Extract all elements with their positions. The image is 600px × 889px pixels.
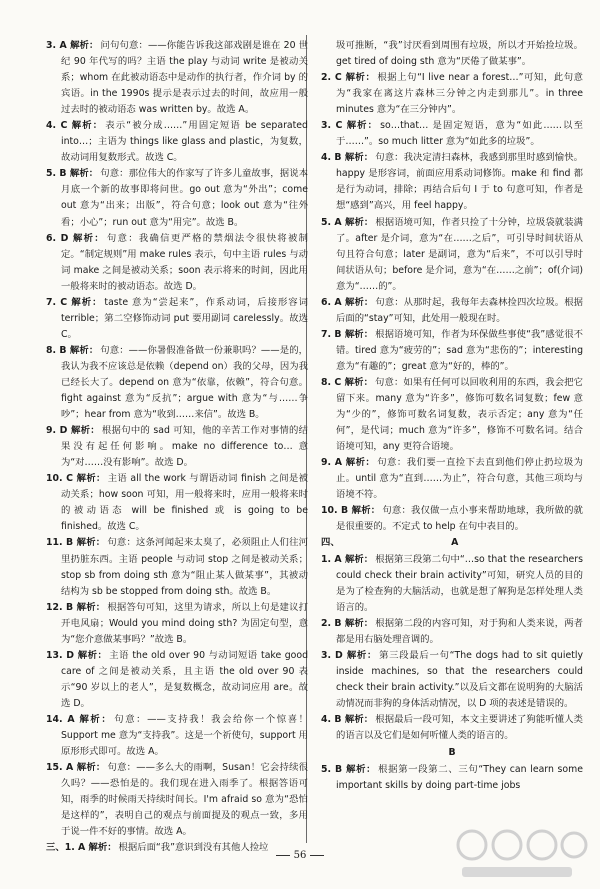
item-text: 根据第三段第二句中“…so that the researchers could check their brain activity”可知，研究人员的目的是为了检查狗的大脑活动，也就是想了解狗是怎样处理人类语言的。 bbox=[336, 553, 583, 613]
item-text: 句意：我仅做一点小事来帮助地球，我所做的就是很重要的。不定式 to help 在句中表目的。 bbox=[336, 505, 583, 533]
analysis-label: 解析： bbox=[70, 425, 100, 437]
analysis-label: 解析： bbox=[344, 617, 374, 629]
analysis-label: 解析： bbox=[344, 553, 374, 565]
item-answer: B bbox=[66, 601, 77, 613]
item-number: 6. bbox=[321, 296, 335, 308]
answer-item bbox=[46, 471, 308, 535]
answer-item bbox=[46, 166, 308, 230]
item-answer: A bbox=[78, 842, 89, 854]
item-answer: C bbox=[60, 296, 72, 308]
item-number: 4. bbox=[321, 713, 335, 725]
item-text: taste 意为“尝起来”，作系动词，后接形容词 terrible；第二空修饰动词 put 要用副词 carelessly。故选 C。 bbox=[61, 296, 308, 340]
item-answer: B bbox=[59, 344, 70, 356]
item-text: 句意：我确信更严格的禁烟法令很快将被制定。“制定规则”用 make rules 表示，句中主语 rules 与动词 make 之间是被动关系；soon 表示将来的时间，因此用一般将来时的被动语态。故选 D。 bbox=[61, 232, 308, 292]
analysis-label: 解析： bbox=[77, 649, 108, 661]
left-column bbox=[46, 38, 308, 856]
item-number: 14. bbox=[46, 713, 68, 725]
answer-item bbox=[46, 712, 308, 760]
section-mark: 三、 bbox=[46, 842, 65, 854]
analysis-label: 解析： bbox=[88, 842, 117, 854]
analysis-label: 解析： bbox=[69, 168, 99, 180]
answer-item bbox=[321, 295, 583, 327]
item-number: 4. bbox=[46, 120, 61, 132]
item-text: 根据上句“I live near a forest…”可知，此句意为“我家在离这片森林三分钟之内走到那儿”。in three minutes 意为“在三分钟内”。 bbox=[336, 72, 583, 116]
answer-item bbox=[321, 552, 583, 616]
item-text: so…that… 是固定短语，意为“如此……以至于……”。so much litter 意为“如此多的垃圾”。 bbox=[336, 120, 583, 148]
answer-item bbox=[321, 215, 583, 295]
item-number: 9. bbox=[46, 425, 60, 437]
answer-item bbox=[321, 648, 583, 712]
analysis-label: 解析： bbox=[71, 296, 103, 308]
item-text: 根据语境可知，作者只捡了十分钟，垃圾袋就装满了。after 是介词，意为“在……之后”，可引导时间状语从句且符合句意；later 是副词，意为“后来”，不可以引导时间状语从句；before 是介词，意为“在……之前”；of(介词)意为“……的”。 bbox=[336, 216, 583, 292]
analysis-label: 解析： bbox=[346, 649, 378, 661]
item-text: 根据后面“我”意识到没有其他人捡垃 bbox=[118, 842, 269, 854]
item-number: 3. bbox=[321, 649, 336, 661]
item-number: 12. bbox=[46, 601, 67, 613]
analysis-label: 解析： bbox=[344, 152, 374, 164]
analysis-label: 解析： bbox=[76, 473, 106, 485]
item-answer: C bbox=[334, 376, 345, 388]
analysis-label: 解析： bbox=[346, 764, 377, 776]
item-answer: B bbox=[335, 764, 347, 776]
page-dash-left bbox=[276, 855, 290, 856]
analysis-label: 解析： bbox=[345, 457, 376, 469]
analysis-label: 解析： bbox=[79, 713, 113, 725]
item-number: 10. bbox=[46, 473, 67, 485]
item-answer: C bbox=[60, 120, 72, 132]
analysis-label: 解析： bbox=[69, 344, 99, 356]
item-number: 2. bbox=[321, 617, 335, 629]
item-text: 主语 all the work 与谓语动词 finish 之间是被动关系；how soon 可知，用一般将来时，应用一般将来时的被动语态 will be finished 或 is going to be finished。故选 C。 bbox=[61, 473, 308, 533]
answer-item bbox=[46, 231, 308, 295]
item-text: 根据第一段第二、三句“They can learn some important skills by doing part-time jobs bbox=[336, 764, 583, 792]
item-answer: B bbox=[341, 505, 352, 517]
item-number: 7. bbox=[321, 328, 335, 340]
analysis-label: 解析： bbox=[345, 216, 374, 228]
item-answer: C bbox=[66, 473, 77, 485]
item-answer: A bbox=[334, 553, 345, 565]
item-text: 主语 the old over 90 与动词短语 take good care of 之间是被动关系，且主语 the old over 90 表示“90 岁以上的老人”，是复数概念，故动词应用 are。故选 D。 bbox=[61, 649, 309, 709]
item-text: 句意：我们要一直捡下去直到他们停止扔垃圾为止。until 意为“直到……为止”，符合句意，其他三项均与语境不符。 bbox=[336, 457, 583, 501]
item-number: 1. bbox=[64, 842, 79, 854]
analysis-label: 解析： bbox=[76, 762, 106, 774]
item-number: 8. bbox=[46, 344, 60, 356]
item-answer: D bbox=[335, 649, 347, 661]
answer-item bbox=[46, 423, 308, 471]
item-answer: A bbox=[334, 296, 345, 308]
answer-item bbox=[321, 455, 583, 503]
item-answer: B bbox=[334, 617, 345, 629]
item-answer: D bbox=[59, 425, 71, 437]
item-text: 问句句意：——你能告诉我这部戏剧是谁在 20 世纪 90 年代写的吗？主语 the play 与动词 write 是被动关系；whom 在此被动语态中是动作的执行者，作介词 by 的宾语。in the 1990s 提示是表示过去的时间，故应用一般过去时的被动语态 was written by。故选 A。 bbox=[61, 40, 308, 116]
analysis-label: 解析： bbox=[70, 40, 99, 51]
item-text: 根据句中的 sad 可知，他的辛苦工作对事情的结果没有起任何影响。make no difference to… 意为“对……没有影响”。故选 D。 bbox=[61, 425, 308, 469]
item-answer: A bbox=[334, 216, 345, 228]
answer-item bbox=[46, 535, 308, 599]
item-text: 根据第二段的内容可知，对于狗和人类来说，两者都是用右脑处理音调的。 bbox=[336, 617, 583, 645]
item-number: 13. bbox=[46, 649, 67, 661]
answer-item bbox=[321, 38, 583, 70]
item-text: 句意：——支持我！我会给你一个惊喜！Support me 意为“支持我”。这是一个祈使句，support 用原形形式即可。故选 A。 bbox=[61, 713, 308, 758]
item-text: 根据语境可知，作者为环保做些事使“我”感觉很不错。tired 意为“疲劳的”；sad 意为“悲伤的”；interesting 意为“有趣的”；great 意为“好的，棒的”。 bbox=[336, 328, 583, 372]
analysis-label: 解析： bbox=[345, 72, 376, 84]
item-number: 9. bbox=[321, 457, 335, 469]
item-number: 2. bbox=[321, 72, 335, 84]
subsection-b-label: B bbox=[448, 747, 456, 759]
item-number: 7. bbox=[46, 296, 61, 308]
answer-item bbox=[321, 616, 583, 648]
section-four-header bbox=[321, 535, 583, 551]
item-answer: B bbox=[334, 713, 345, 725]
analysis-label: 解析： bbox=[71, 120, 104, 132]
answer-item bbox=[46, 343, 308, 423]
item-answer: A bbox=[334, 457, 346, 469]
item-text: 句意：这条河闻起来太臭了，必须阻止人们往河里扔脏东西。主语 people 与动词 stop 之间是被动关系；stop sb from doing sth 意为“阻止某人做某事”，其被动结构为 sb be stopped from doing sth。故选 B。 bbox=[61, 537, 308, 597]
analysis-label: 解析： bbox=[346, 120, 379, 132]
item-answer: B bbox=[334, 152, 345, 164]
item-answer: D bbox=[66, 649, 78, 661]
item-answer: A bbox=[66, 762, 77, 774]
item-text: 第三段最后一句“The dogs had to sit quietly inside machines, so that the researchers could check their brain activity.”以及后文都在说明狗的大脑活动情况而非狗的身体活动情况，以 D 项的表述是错误的。 bbox=[336, 649, 583, 709]
item-text: 句意：那位伟大的作家写了许多儿童故事，据说本月底一个新的故事即将问世。go out 意为“外出”；come out 意为“出来；出版”，符合句意；look out 意为“往外看；小心”；run out 意为“用完”。故选 B。 bbox=[61, 168, 308, 228]
item-number: 5. bbox=[321, 764, 335, 776]
item-text: 表示“被分成……”用固定短语 be separated into…；主语为 things like glass and plastic，为复数，故动词用复数形式。故选 C。 bbox=[61, 120, 308, 164]
item-number: 5. bbox=[46, 168, 60, 180]
item-number: 4. bbox=[321, 152, 335, 164]
item-answer: A bbox=[67, 713, 80, 725]
analysis-label: 解析： bbox=[76, 537, 106, 549]
answer-item bbox=[46, 118, 308, 166]
answer-item bbox=[46, 295, 308, 343]
item-number: 3. bbox=[46, 40, 60, 51]
answer-item bbox=[46, 648, 308, 712]
answer-item bbox=[321, 118, 583, 150]
answer-item bbox=[321, 327, 583, 375]
analysis-label: 解析： bbox=[76, 601, 106, 613]
item-number: 8. bbox=[321, 376, 335, 388]
item-text: 句意：——多么大的雨啊，Susan！它会持续很久吗？——恐怕是的。我们现在进入雨季了。根据答语可知，雨季的时候雨天持续时间长。I'm afraid so 意为“恐怕是这样的”，表明自己的观点与前面提及的观点一致，多用于说一件不好的事情。故选 A。 bbox=[61, 762, 308, 838]
item-text: 根据答句可知，这里为请求，所以上句是建议打开电风扇；Would you mind doing sth? 为固定句型，意为“您介意做某事吗？”故选 B。 bbox=[61, 601, 308, 645]
answer-item bbox=[321, 150, 583, 214]
answer-item bbox=[321, 762, 583, 794]
item-answer: C bbox=[334, 72, 346, 84]
analysis-label: 解析： bbox=[344, 328, 374, 340]
item-answer: B bbox=[59, 168, 70, 180]
page-dash-right bbox=[310, 855, 324, 856]
section-four-mark: 四、 bbox=[321, 537, 340, 549]
item-text: 句意：从那时起，我每年去森林捡四次垃圾。根据后面的“stay”可知，此处用一般现在时。 bbox=[336, 296, 583, 324]
answer-item bbox=[321, 70, 583, 118]
subsection-a-label: A bbox=[451, 537, 459, 549]
item-number: 5. bbox=[321, 216, 335, 228]
answer-item bbox=[46, 38, 308, 118]
analysis-label: 解析： bbox=[351, 505, 381, 517]
item-text: 句意：我决定清扫森林，我感到那里时感到愉快。happy 是形容词，前面应用系动词修饰。make 和 find 都是行为动词，排除；再结合后句 I 于 to 句意可知，作者是想“感到”高兴，用 feel happy。 bbox=[336, 152, 583, 212]
item-number: 15. bbox=[46, 762, 67, 774]
item-number: 11. bbox=[46, 537, 67, 549]
item-text: 句意：如果有任何可以回收利用的东西，我会把它留下来。many 意为“许多”，修饰可数名词复数；few 意为“少的”，修饰可数名词复数，表示否定；any 意为“任何”，是代词；much 意为“许多”，修饰不可数名词。结合语境可知，any 更符合语境。 bbox=[336, 376, 583, 453]
item-answer: B bbox=[334, 328, 345, 340]
item-text: 圾可推断，“我”讨厌看到周围有垃圾，所以才开始捡垃圾。get tired of doing sth 意为“厌倦了做某事”。 bbox=[336, 40, 583, 68]
item-answer: B bbox=[66, 537, 77, 549]
answer-item bbox=[46, 760, 308, 840]
item-text: 根据最后一段可知，本文主要讲述了狗能听懂人类的语言以及它们是如何听懂人类的语言的。 bbox=[336, 713, 583, 742]
analysis-label: 解析： bbox=[344, 713, 374, 725]
analysis-label: 解析： bbox=[344, 376, 374, 388]
item-answer: D bbox=[60, 232, 73, 244]
item-text: 句意：——你暑假准备做一份兼职吗？——是的，我认为我不应该总是依赖（depend on）我的父母，因为我已经长大了。depend on 意为“依靠，依赖”，符合句意。fight against 意为“反抗”；argue with 意为“与……争吵”；hear from 意为“收到……来信”。故选 B。 bbox=[61, 344, 308, 421]
answer-item bbox=[321, 712, 583, 744]
item-number: 10. bbox=[321, 505, 342, 517]
item-answer: C bbox=[335, 120, 347, 132]
analysis-label: 解析： bbox=[345, 296, 374, 308]
answer-item bbox=[46, 600, 308, 648]
item-number: 6. bbox=[46, 232, 61, 244]
answer-item bbox=[321, 375, 583, 455]
item-number: 3. bbox=[321, 120, 336, 132]
analysis-label: 解析： bbox=[72, 232, 105, 244]
page-number-text: 56 bbox=[293, 850, 307, 861]
item-answer: A bbox=[59, 40, 71, 51]
watermark-logo bbox=[442, 823, 592, 883]
answer-item bbox=[321, 503, 583, 535]
right-column bbox=[321, 38, 583, 794]
item-number: 1. bbox=[321, 553, 335, 565]
